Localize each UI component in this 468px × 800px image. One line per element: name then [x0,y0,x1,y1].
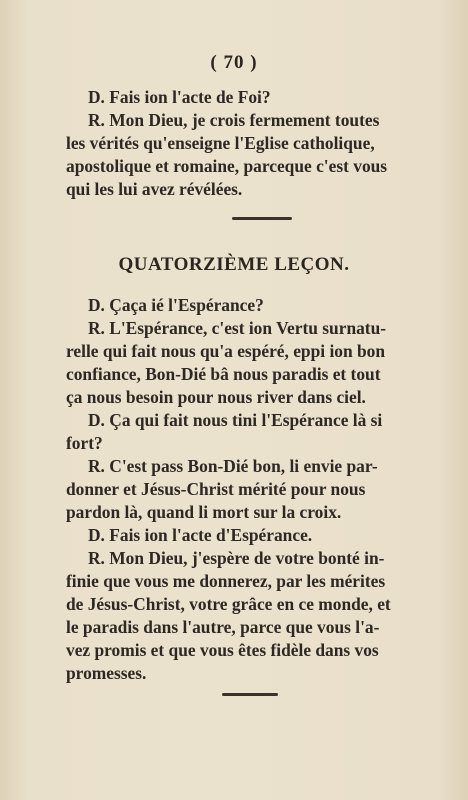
text-line: D. Fais ion l'acte de Foi? [88,87,271,107]
text-line: R. Mon Dieu, j'espère de votre bonté in- [88,548,385,568]
text-line: R. C'est pass Bon-Dié bon, li envie par- [88,456,378,476]
text-line: promesses. [66,663,147,683]
lesson-body [66,294,448,685]
text-line: vez promis et que vous êtes fidèle dans vos [66,640,379,660]
section-divider-rule [232,217,292,220]
text-line: ça nous besoin pour nous river dans ciel. [66,387,366,407]
text-line: pardon là, quand li mort sur la croix. [66,502,342,522]
text-line: donner et Jésus-Christ mérité pour nous [66,479,366,499]
lesson-heading: QUATORZIÈME LEÇON. [118,254,350,275]
answer-act-of-hope [66,547,448,570]
page-number: ( 70 ) [210,52,258,73]
question-act-of-faith [66,86,448,109]
answer-act-of-hope-continued [66,570,448,685]
answer-why-hope-continued [66,478,448,524]
text-line: qui les lui avez révélées. [66,179,243,199]
act-of-faith-section [66,86,448,201]
text-line: D. Çaça ié l'Espérance? [88,295,264,315]
text-line: D. Fais ion l'acte d'Espérance. [88,525,313,545]
end-divider-rule [222,693,278,696]
text-line: confiance, Bon-Dié bâ nous paradis et tout [66,364,381,384]
question-hope [66,294,448,317]
answer-hope-continued [66,340,448,409]
answer-hope [66,317,448,340]
question-why-hope-continued [66,432,448,455]
text-line: relle qui fait nous qu'a espéré, eppi ion bon [66,341,386,361]
question-act-of-hope [66,524,448,547]
answer-act-of-faith [66,109,448,132]
question-why-hope [66,409,448,432]
text-line: R. Mon Dieu, je crois fermement toutes [88,110,380,130]
text-line: R. L'Espérance, c'est ion Vertu surnatu- [88,318,387,338]
text-line: apostolique et romaine, parceque c'est vous [66,156,388,176]
text-line: de Jésus-Christ, votre grâce en ce monde, et [66,594,391,614]
text-line: D. Ça qui fait nous tini l'Espérance là si [88,410,383,430]
answer-act-of-faith-continued [66,132,448,201]
text-line: finie que vous me donnerez, par les mérites [66,571,386,591]
text-line: fort? [66,433,103,453]
text-line: le paradis dans l'autre, parce que vous l'a- [66,617,380,637]
text-line: les vérités qu'enseigne l'Eglise catholique, [66,133,375,153]
answer-why-hope [66,455,448,478]
